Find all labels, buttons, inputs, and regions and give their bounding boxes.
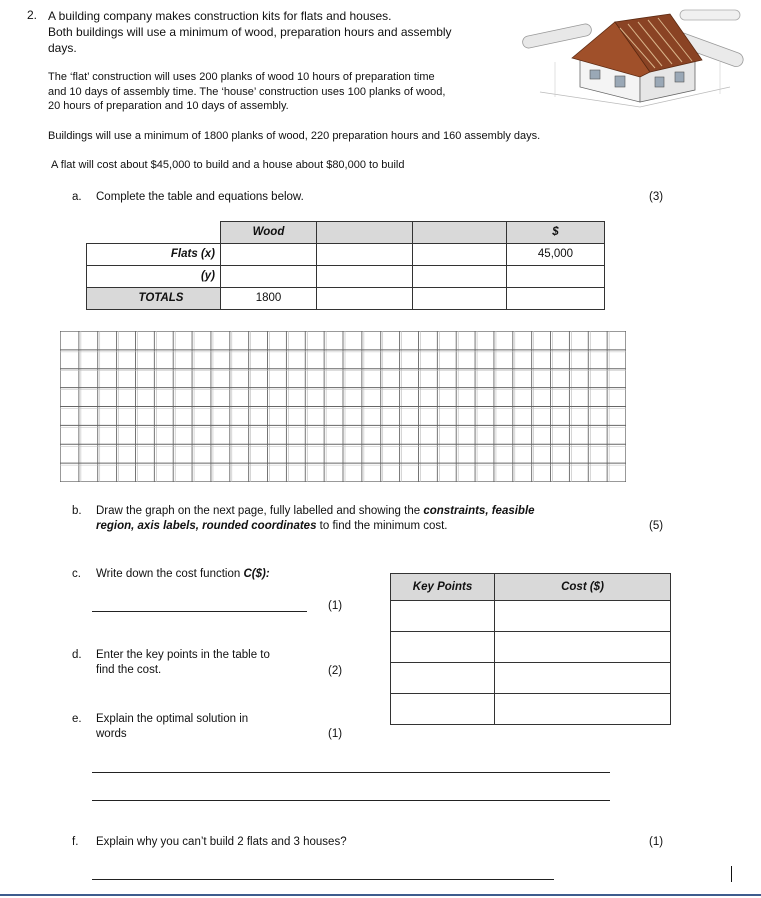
table-header-cell[interactable] [317,222,413,244]
table-row-totals [87,288,605,310]
table-cell[interactable] [413,288,507,310]
part-d-text [96,648,270,678]
table-cell[interactable] [495,601,671,632]
table-cell[interactable] [507,288,605,310]
part-e-line: words [96,728,127,740]
part-d-line: find the cost. [96,664,162,676]
table-row [87,244,605,266]
part-a-marks: (3) [649,191,664,203]
table-cell[interactable] [391,663,495,694]
table-cell[interactable] [391,601,495,632]
table-cell[interactable] [391,694,495,725]
part-a-text: Complete the table and equations below. [96,191,304,203]
part-a-letter: a. [72,191,82,203]
question-number: 2. [27,8,38,22]
table-row [391,663,671,694]
question-intro [48,8,518,56]
detail-line: 20 hours of preparation and 10 days of assembly. [48,100,289,112]
table-cell[interactable] [221,244,317,266]
table-cell[interactable] [317,288,413,310]
part-c-marks: (1) [328,600,343,612]
part-e-text [96,712,248,742]
table-cell[interactable] [495,663,671,694]
table-cell[interactable] [317,244,413,266]
table-row-label: TOTALS [87,288,221,310]
part-e-line: Explain the optimal solution in [96,713,249,725]
table-header-row [391,574,671,601]
table-row-label: (y) [87,266,221,288]
part-c-text [96,567,270,582]
part-b-text-1: Draw the graph on the next page, fully labelled and showing the [96,505,424,517]
table-cell[interactable] [495,694,671,725]
table-header-cell: $ [507,222,605,244]
table-header-cell: Key Points [391,574,495,601]
table-header-cell[interactable] [413,222,507,244]
table-header-cell: Wood [221,222,317,244]
part-f-text: Explain why you can’t build 2 flats and 3 houses? [96,836,347,848]
table-cell[interactable] [317,266,413,288]
optimal-solution-answer-line[interactable] [92,800,610,801]
table-cell[interactable] [221,266,317,288]
table-row [391,694,671,725]
table-cell[interactable] [391,632,495,663]
table-cell[interactable] [413,244,507,266]
part-b-marks: (5) [649,520,664,532]
intro-line: days. [48,41,77,55]
table-cell[interactable] [413,266,507,288]
part-b-text [96,504,636,534]
intro-line: Both buildings will use a minimum of wood, preparation hours and assembly [48,25,452,39]
table-header-cell: Cost ($) [495,574,671,601]
part-d-line: Enter the key points in the table to [96,649,270,661]
table-row [87,266,605,288]
part-c-text-plain: Write down the cost function [96,568,244,580]
cost-info: A flat will cost about $45,000 to build and a house about $80,000 to build [51,159,405,171]
part-c-letter: c. [72,568,81,580]
house-blueprint-image [520,2,750,112]
text-cursor [731,866,732,882]
minimum-constraints: Buildings will use a minimum of 1800 planks of wood, 220 preparation hours and 160 assembly days. [48,130,541,142]
part-b-emph-2: region, axis labels, rounded coordinates [96,520,317,532]
table-cell[interactable] [507,266,605,288]
part-f-letter: f. [72,836,79,848]
part-b-emph-1: constraints, feasible [423,505,535,517]
table-cell [87,222,221,244]
key-points-table [390,573,671,725]
detail-line: and 10 days of assembly time. The ‘house’ construction uses 100 planks of wood, [48,85,446,98]
part-e-marks: (1) [328,728,343,740]
optimal-solution-answer-line[interactable] [92,772,610,773]
table-cell[interactable] [495,632,671,663]
table-cell: 1800 [221,288,317,310]
part-f-marks: (1) [649,836,664,848]
table-row [391,601,671,632]
detail-line: The ‘flat’ construction will uses 200 planks of wood 10 hours of preparation time [48,71,435,83]
table-row [391,632,671,663]
part-c-emph: C($): [243,568,270,580]
part-e-letter: e. [72,713,82,725]
working-grid[interactable] [60,331,626,482]
part-b-text-2: to find the minimum cost. [316,520,448,532]
part-d-marks: (2) [328,665,343,677]
constraints-table [86,221,605,310]
table-row-label: Flats (x) [87,244,221,266]
intro-line: A building company makes construction kits for flats and houses. [48,9,392,23]
part-f-answer-line[interactable] [92,879,554,880]
table-header-row [87,222,605,244]
page-bottom-border [0,894,761,896]
part-b-letter: b. [72,505,82,517]
cost-function-answer-line[interactable] [92,611,307,612]
part-d-letter: d. [72,649,82,661]
table-cell: 45,000 [507,244,605,266]
construction-details [48,70,518,114]
